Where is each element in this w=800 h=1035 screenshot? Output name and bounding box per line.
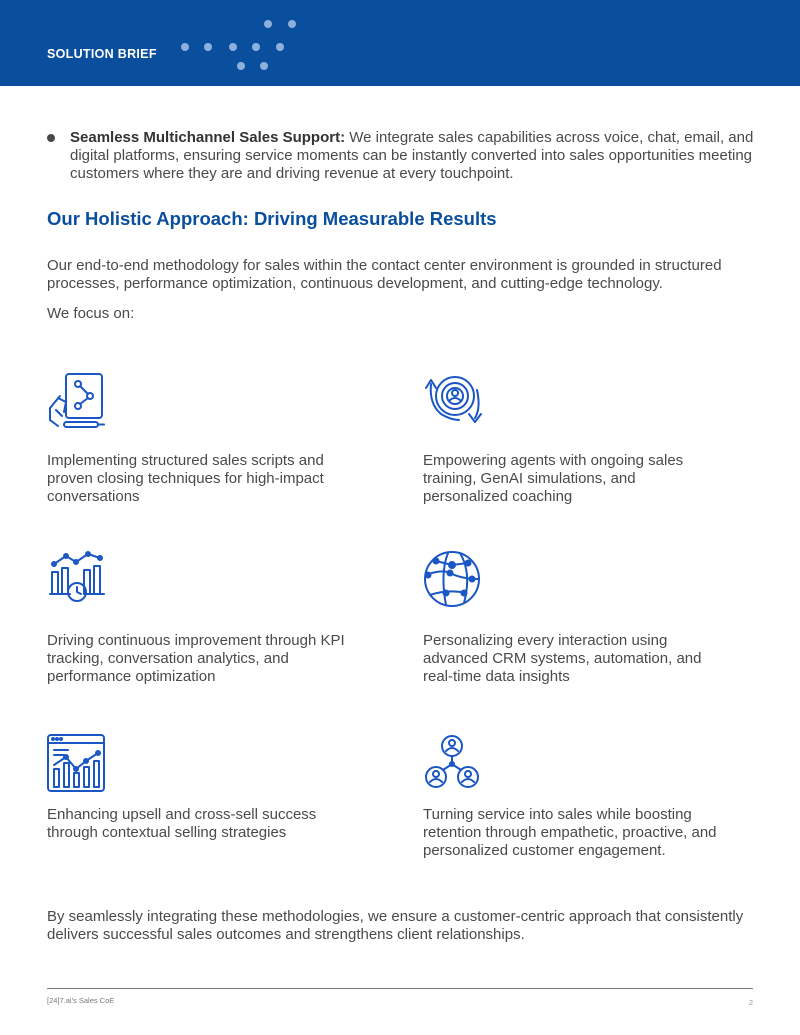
tablet-process-icon [46, 372, 106, 432]
approach-item-text: Implementing structured sales scripts and proven closing techniques for high-impact conversations [47, 452, 324, 505]
bullet-lead: Seamless Multichannel Sales Support: [70, 129, 346, 146]
approach-item-text: Empowering agents with ongoing sales training, GenAI simulations, and personalized coaching [423, 452, 684, 505]
people-network-icon [422, 733, 482, 793]
footer-source: [24]7.ai's Sales CoE [47, 996, 115, 1005]
bullet-dot [47, 134, 55, 142]
dashboard-chart-icon [46, 733, 106, 793]
kpi-chart-clock-icon [46, 548, 106, 608]
approach-item-text: Personalizing every interaction using advanced CRM systems, automation, and real-time data insights [423, 632, 702, 685]
footer-divider [47, 988, 753, 989]
approach-item-text: Turning service into sales while boosting retention through empathetic, proactive, and personalized customer engagement. [423, 806, 717, 859]
page-number: 2 [748, 998, 753, 1007]
cycle-person-icon [423, 370, 483, 430]
section-intro: Our end-to-end methodology for sales within the contact center environment is grounded in structured processes, performance optimization, continuous development, and cutting-edge technology. [47, 257, 722, 292]
multichannel-bullet [47, 129, 767, 183]
approach-item-text: Enhancing upsell and cross-sell success through contextual selling strategies [47, 806, 317, 841]
document-type-label: SOLUTION BRIEF [47, 47, 157, 61]
closing-paragraph: By seamlessly integrating these methodologies, we ensure a customer-centric approach that consistently delivers successful sales outcomes and strengthens client relationships. [47, 908, 744, 943]
network-globe-icon [422, 549, 482, 609]
approach-item-text: Driving continuous improvement through KPI tracking, conversation analytics, and performance optimization [47, 632, 345, 685]
bullet-body: We integrate sales capabilities across voice, chat, email, and digital platforms, ensuring service moments can be instantly converted into sales opportunities meeting customers where they are and driving revenue at every touchpoint. [70, 129, 754, 182]
section-heading: Our Holistic Approach: Driving Measurable Results [47, 208, 497, 229]
header-band [0, 0, 800, 86]
focus-label: We focus on: [47, 305, 135, 322]
